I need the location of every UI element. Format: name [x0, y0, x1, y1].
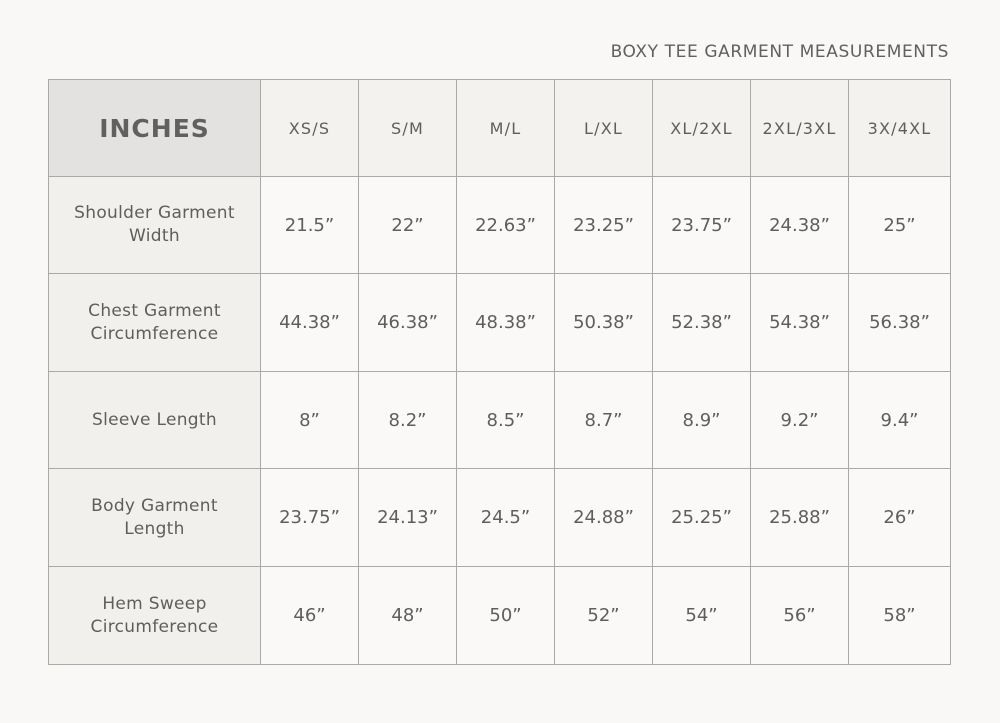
measurement-cell: 56.38” — [849, 274, 951, 372]
measurement-cell: 8” — [261, 372, 359, 469]
measurement-cell: 46” — [261, 567, 359, 665]
measurement-cell: 23.75” — [261, 469, 359, 567]
measurement-cell: 52” — [555, 567, 653, 665]
measurement-cell: 54.38” — [751, 274, 849, 372]
table-row — [49, 177, 951, 274]
size-header: M/L — [457, 80, 555, 177]
row-label-line: Body Garment — [91, 495, 218, 516]
row-label-line: Sleeve Length — [92, 409, 217, 430]
measurement-cell: 48.38” — [457, 274, 555, 372]
measurement-cell: 50” — [457, 567, 555, 665]
row-label-line: Chest Garment — [88, 300, 221, 321]
chart-title: BOXY TEE GARMENT MEASUREMENTS — [610, 42, 949, 62]
row-label-line: Length — [124, 518, 185, 539]
row-label-line: Circumference — [90, 323, 219, 344]
size-header: XL/2XL — [653, 80, 751, 177]
measurement-cell: 21.5” — [261, 177, 359, 274]
measurement-cell: 9.2” — [751, 372, 849, 469]
table-row — [49, 372, 951, 469]
row-label-line: Hem Sweep — [102, 593, 207, 614]
table-row — [49, 274, 951, 372]
measurement-cell: 23.75” — [653, 177, 751, 274]
table-row — [49, 567, 951, 665]
unit-header: INCHES — [49, 80, 261, 177]
measurement-cell: 50.38” — [555, 274, 653, 372]
measurement-cell: 44.38” — [261, 274, 359, 372]
row-label — [49, 567, 261, 665]
size-header: S/M — [359, 80, 457, 177]
measurement-cell: 24.13” — [359, 469, 457, 567]
measurement-cell: 23.25” — [555, 177, 653, 274]
measurement-cell: 25.25” — [653, 469, 751, 567]
measurement-cell: 8.9” — [653, 372, 751, 469]
row-label-line: Width — [129, 226, 180, 246]
measurement-cell: 22” — [359, 177, 457, 274]
measurement-cell: 24.5” — [457, 469, 555, 567]
size-header: L/XL — [555, 80, 653, 177]
row-label-line: Circumference — [90, 616, 219, 637]
measurement-cell: 54” — [653, 567, 751, 665]
measurement-cell: 8.2” — [359, 372, 457, 469]
row-label-line: Shoulder Garment — [74, 203, 235, 223]
measurement-cell: 9.4” — [849, 372, 951, 469]
measurement-cell: 48” — [359, 567, 457, 665]
measurement-cell: 24.38” — [751, 177, 849, 274]
size-header: 3X/4XL — [849, 80, 951, 177]
size-header: XS/S — [261, 80, 359, 177]
table-row — [49, 469, 951, 567]
measurement-cell: 25.88” — [751, 469, 849, 567]
measurement-cell: 8.5” — [457, 372, 555, 469]
measurement-cell: 56” — [751, 567, 849, 665]
measurement-cell: 46.38” — [359, 274, 457, 372]
measurement-cell: 25” — [849, 177, 951, 274]
measurements-table — [48, 79, 951, 665]
measurement-cell: 24.88” — [555, 469, 653, 567]
row-label — [49, 177, 261, 274]
measurement-cell: 22.63” — [457, 177, 555, 274]
row-label — [49, 372, 261, 469]
row-label — [49, 274, 261, 372]
measurement-cell: 26” — [849, 469, 951, 567]
measurement-cell: 58” — [849, 567, 951, 665]
size-header: 2XL/3XL — [751, 80, 849, 177]
measurement-cell: 52.38” — [653, 274, 751, 372]
header-row — [49, 80, 951, 177]
measurement-cell: 8.7” — [555, 372, 653, 469]
row-label — [49, 469, 261, 567]
